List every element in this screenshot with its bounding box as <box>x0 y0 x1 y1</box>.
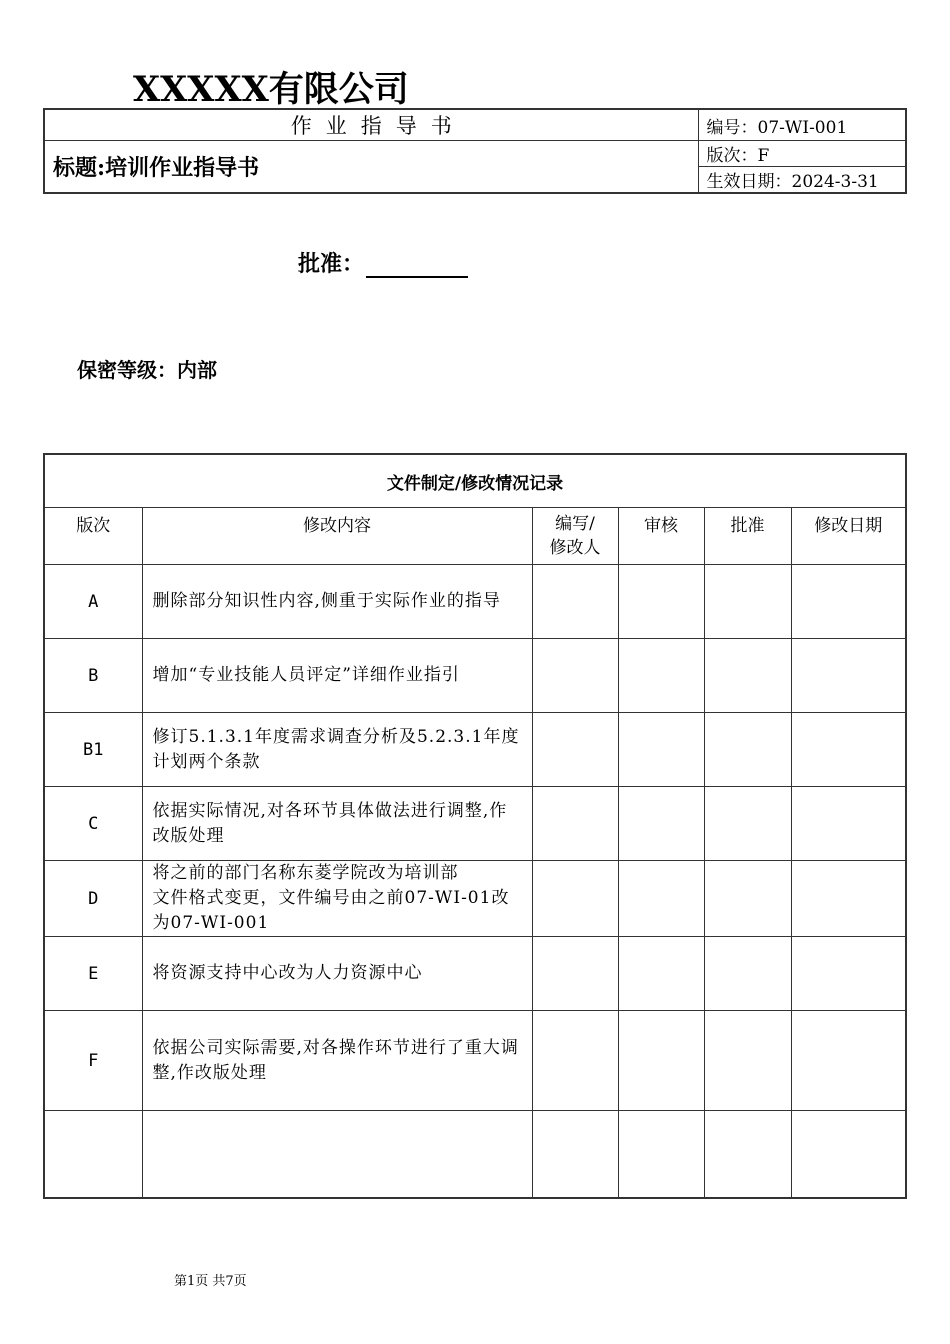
table-row <box>44 639 906 713</box>
row-editor <box>532 713 618 787</box>
row-content: 将资源支持中心改为人力资源中心 <box>142 937 532 1011</box>
row-version: D <box>44 861 142 937</box>
approval-label: 批准： <box>298 251 365 277</box>
document-title: 标题:培训作业指导书 <box>44 141 698 194</box>
row-approve <box>704 937 791 1011</box>
document-version: 版次：F <box>698 141 906 167</box>
revision-record-title: 文件制定/修改情况记录 <box>44 454 906 508</box>
document-type: 作业指导书 <box>44 109 698 141</box>
row-date <box>791 639 906 713</box>
column-header-review: 审核 <box>618 508 704 565</box>
table-row <box>44 713 906 787</box>
row-version <box>44 1111 142 1198</box>
row-editor <box>532 861 618 937</box>
row-content: 依据实际情况,对各环节具体做法进行调整,作改版处理 <box>142 787 532 861</box>
row-date <box>791 565 906 639</box>
row-editor <box>532 565 618 639</box>
column-header-version: 版次 <box>44 508 142 565</box>
row-version: B1 <box>44 713 142 787</box>
row-editor <box>532 787 618 861</box>
column-header-approve: 批准 <box>704 508 791 565</box>
effective-date: 生效日期：2024-3-31 <box>698 167 906 194</box>
table-row <box>44 787 906 861</box>
table-row <box>44 1011 906 1111</box>
row-approve <box>704 787 791 861</box>
document-header-table <box>43 108 907 194</box>
table-row <box>44 565 906 639</box>
row-review <box>618 937 704 1011</box>
row-approve <box>704 861 791 937</box>
approval-signature-line <box>366 252 468 278</box>
row-editor <box>532 639 618 713</box>
column-header-content: 修改内容 <box>142 508 532 565</box>
row-approve <box>704 565 791 639</box>
row-version: F <box>44 1011 142 1111</box>
row-version: E <box>44 937 142 1011</box>
row-content: 删除部分知识性内容,侧重于实际作业的指导 <box>142 565 532 639</box>
row-version: B <box>44 639 142 713</box>
row-review <box>618 861 704 937</box>
company-name: XXXXX有限公司 <box>133 69 409 110</box>
row-review <box>618 787 704 861</box>
row-version: A <box>44 565 142 639</box>
column-header-date: 修改日期 <box>791 508 906 565</box>
approval-field <box>298 247 468 278</box>
row-approve <box>704 639 791 713</box>
row-review <box>618 639 704 713</box>
row-review <box>618 1111 704 1198</box>
table-row <box>44 937 906 1011</box>
revision-record-table <box>43 453 907 1199</box>
row-date <box>791 861 906 937</box>
row-content: 修订5.1.3.1年度需求调查分析及5.2.3.1年度计划两个条款 <box>142 713 532 787</box>
row-version: C <box>44 787 142 861</box>
secrecy-level: 保密等级：内部 <box>77 358 217 382</box>
row-approve <box>704 1011 791 1111</box>
row-approve <box>704 1111 791 1198</box>
row-editor <box>532 1111 618 1198</box>
row-date <box>791 1111 906 1198</box>
row-content-line2: 文件格式变更，文件编号由之前07-WI-01改为07-WI-001 <box>152 888 510 933</box>
row-date <box>791 1011 906 1111</box>
row-review <box>618 1011 704 1111</box>
page-footer: 第1页 共7页 <box>174 1274 247 1289</box>
document-number: 编号：07-WI-001 <box>698 109 906 141</box>
row-editor <box>532 937 618 1011</box>
row-date <box>791 937 906 1011</box>
row-content: 增加“专业技能人员评定”详细作业指引 <box>142 639 532 713</box>
row-content <box>142 861 532 937</box>
row-review <box>618 565 704 639</box>
row-content <box>142 1111 532 1198</box>
row-content-line1: 将之前的部门名称东菱学院改为培训部 <box>152 863 459 883</box>
row-review <box>618 713 704 787</box>
table-row <box>44 861 906 937</box>
row-content: 依据公司实际需要,对各操作环节进行了重大调整,作改版处理 <box>142 1011 532 1111</box>
row-editor <box>532 1011 618 1111</box>
column-header-editor-line1: 编写/ <box>555 514 595 534</box>
row-approve <box>704 713 791 787</box>
row-date <box>791 713 906 787</box>
column-header-editor-line2: 修改人 <box>549 538 601 558</box>
table-row-empty <box>44 1111 906 1198</box>
column-header-editor <box>532 508 618 565</box>
row-date <box>791 787 906 861</box>
